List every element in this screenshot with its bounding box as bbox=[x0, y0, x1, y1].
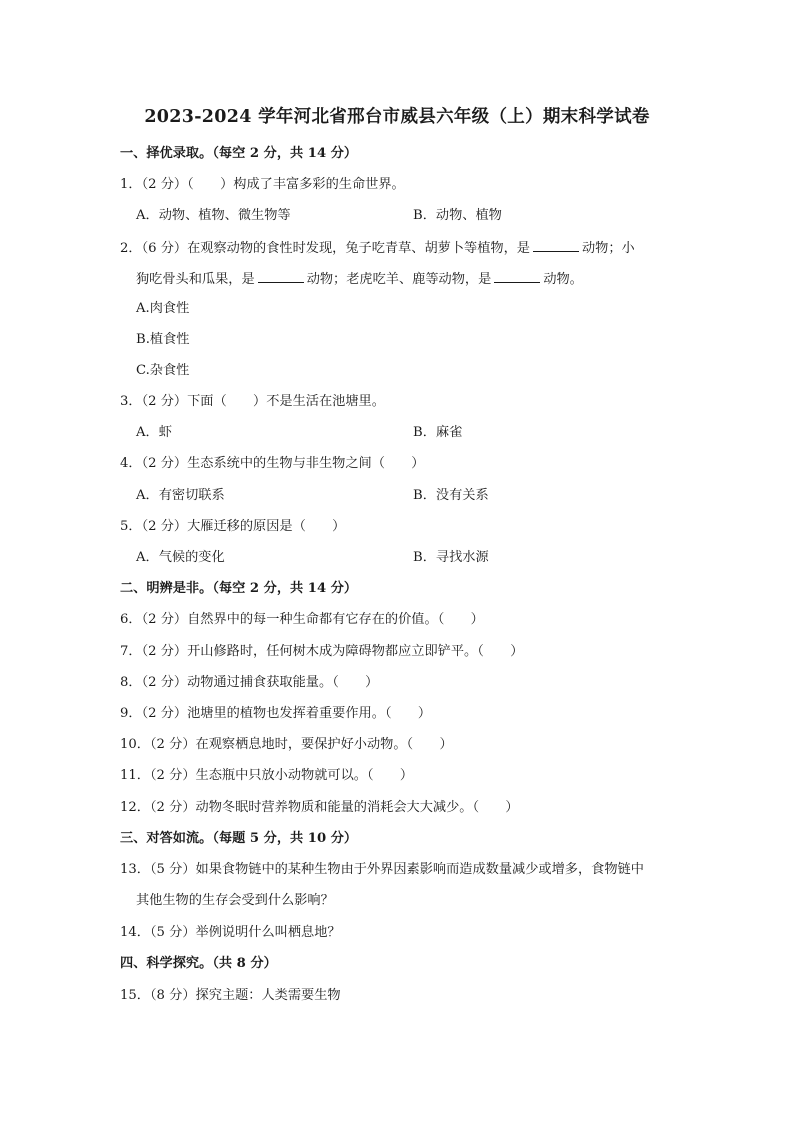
question-2-option-b: B.植食性 bbox=[136, 332, 190, 347]
section-heading-3: 三、对答如流。（每题 5 分，共 10 分） bbox=[120, 831, 358, 846]
section-heading-2: 二、明辨是非。（每空 2 分，共 14 分） bbox=[120, 581, 358, 596]
question-15: 15．（8 分）探究主题：人类需要生物 bbox=[120, 988, 341, 1003]
question-1: 1．（2 分）（ ）构成了丰富多彩的生命世界。 bbox=[120, 177, 405, 192]
question-2-text-part-2: 动物；小 bbox=[582, 241, 635, 256]
question-2-option-a: A.肉食性 bbox=[136, 301, 190, 316]
question-6: 6．（2 分）自然界中的每一种生命都有它存在的价值。（ ） bbox=[120, 612, 484, 627]
question-3-option-b: B．麻雀 bbox=[413, 425, 463, 440]
question-14: 14．（5 分）举例说明什么叫栖息地？ bbox=[120, 925, 341, 940]
question-8: 8．（2 分）动物通过捕食获取能量。（ ） bbox=[120, 675, 379, 690]
question-12: 12．（2 分）动物冬眠时营养物质和能量的消耗会大大减少。（ ） bbox=[120, 800, 519, 815]
question-4-option-b: B．没有关系 bbox=[413, 488, 489, 503]
answer-blank-1 bbox=[533, 238, 579, 252]
question-2-text-part-5: 动物。 bbox=[543, 272, 583, 287]
question-13-line-1: 13．（5 分）如果食物链中的某种生物由于外界因素影响而造成数量减少或增多，食物链中 bbox=[120, 862, 644, 877]
section-heading-4: 四、科学探究。（共 8 分） bbox=[120, 956, 277, 971]
question-5-option-b: B．寻找水源 bbox=[413, 550, 489, 565]
question-1-option-b: B．动物、植物 bbox=[413, 208, 502, 223]
question-3-option-a: A．虾 bbox=[136, 425, 172, 440]
question-2-line-2 bbox=[136, 269, 583, 289]
question-9: 9．（2 分）池塘里的植物也发挥着重要作用。（ ） bbox=[120, 706, 432, 721]
question-3: 3．（2 分）下面（ ）不是生活在池塘里。 bbox=[120, 394, 385, 409]
question-5-option-a: A．气候的变化 bbox=[136, 550, 225, 565]
question-2-line-1 bbox=[120, 238, 635, 258]
exam-title: 2023-2024 学年河北省邢台市威县六年级（上）期末科学试卷 bbox=[144, 107, 650, 127]
question-1-option-a: A．动物、植物、微生物等 bbox=[136, 208, 291, 223]
question-11: 11．（2 分）生态瓶中只放小动物就可以。（ ） bbox=[120, 768, 414, 783]
answer-blank-2 bbox=[258, 269, 304, 283]
section-heading-1: 一、择优录取。（每空 2 分，共 14 分） bbox=[120, 146, 358, 161]
question-4: 4．（2 分）生态系统中的生物与非生物之间（ ） bbox=[120, 456, 425, 471]
question-13-line-2: 其他生物的生存会受到什么影响？ bbox=[136, 893, 334, 908]
question-10: 10．（2 分）在观察栖息地时，要保护好小动物。（ ） bbox=[120, 737, 453, 752]
question-4-option-a: A．有密切联系 bbox=[136, 488, 225, 503]
question-2-option-c: C.杂食性 bbox=[136, 363, 190, 378]
question-2-text-part-3: 狗吃骨头和瓜果，是 bbox=[136, 272, 255, 287]
answer-blank-3 bbox=[494, 269, 540, 283]
question-5: 5．（2 分）大雁迁移的原因是（ ） bbox=[120, 519, 346, 534]
question-2-text-part-1: 2．（6 分）在观察动物的食性时发现，兔子吃青草、胡萝卜等植物，是 bbox=[120, 241, 530, 256]
question-7: 7．（2 分）开山修路时，任何树木成为障碍物都应立即铲平。（ ） bbox=[120, 644, 524, 659]
question-2-text-part-4: 动物；老虎吃羊、鹿等动物，是 bbox=[306, 272, 492, 287]
